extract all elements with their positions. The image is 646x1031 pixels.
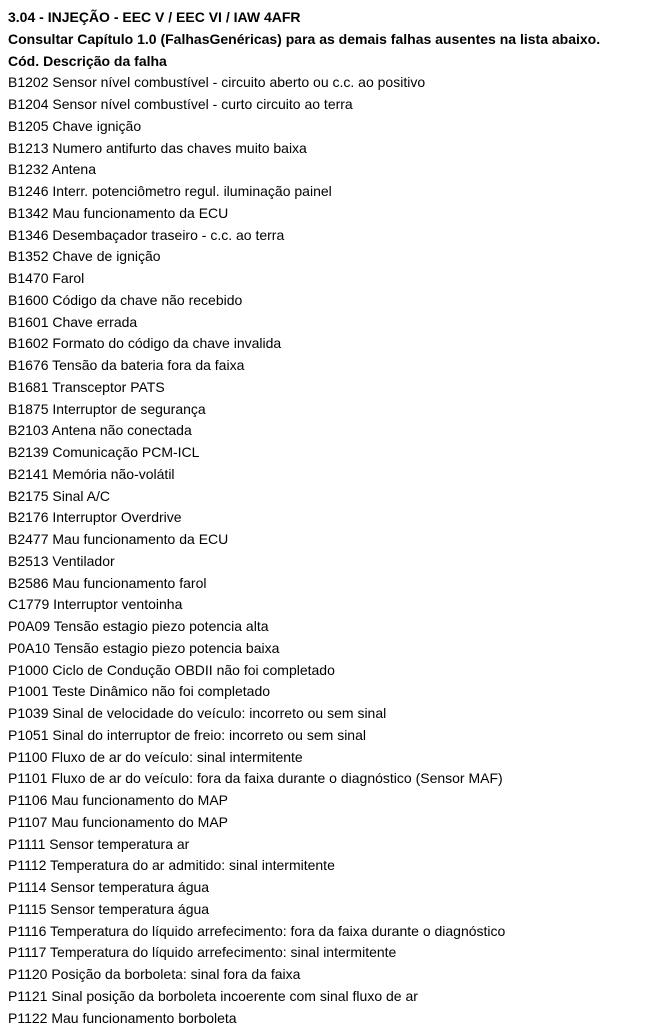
table-row — [8, 312, 640, 334]
fault-description: Sensor nível combustível - circuito aberto ou c.c. ao positivo — [52, 74, 426, 91]
fault-description: Mau funcionamento da ECU — [52, 204, 229, 221]
table-row — [8, 486, 640, 508]
fault-code: P1120 — [8, 966, 48, 982]
fault-code: P1116 — [8, 922, 47, 939]
fault-code: P1107 — [8, 813, 48, 830]
table-row — [8, 660, 640, 682]
table-row — [8, 464, 640, 486]
fault-description: Sensor temperatura água — [50, 900, 210, 917]
table-row — [8, 899, 640, 921]
fault-code: B2513 — [8, 552, 49, 569]
fault-code: B1246 — [8, 183, 49, 199]
fault-description: Sensor nível combustível - curto circuito ao terra — [52, 96, 353, 112]
fault-description: Sinal de velocidade do veículo: incorreto ou sem sinal — [52, 705, 387, 721]
fault-code: P1051 — [8, 726, 49, 743]
table-row — [8, 442, 640, 464]
fault-description: Mau funcionamento do MAP — [51, 813, 228, 830]
table-row — [8, 246, 640, 268]
fault-description: Mau funcionamento do MAP — [51, 792, 228, 808]
fault-code: B2103 — [8, 422, 49, 439]
fault-description: Código da chave não recebido — [52, 291, 243, 308]
fault-description: Chave de ignição — [52, 248, 161, 265]
fault-code: P1101 — [8, 770, 48, 787]
fault-description: Sensor temperatura ar — [49, 835, 190, 852]
table-row — [8, 921, 640, 943]
fault-code: B1676 — [8, 357, 49, 373]
fault-description: Desembaçador traseiro - c.c. ao terra — [52, 226, 285, 243]
fault-code: P1122 — [8, 1009, 48, 1026]
fault-description: Formato do código da chave invalida — [52, 335, 282, 352]
table-row — [8, 377, 640, 399]
fault-code: B1602 — [8, 335, 49, 352]
fault-code: P1106 — [8, 792, 48, 808]
table-row — [8, 551, 640, 573]
fault-description: Numero antifurto das chaves muito baixa — [52, 139, 307, 156]
fault-description: Comunicação PCM-ICL — [52, 444, 200, 460]
table-row — [8, 877, 640, 899]
fault-code: B2139 — [8, 444, 49, 460]
fault-code: P1114 — [8, 879, 47, 895]
table-row — [8, 159, 640, 181]
table-row — [8, 747, 640, 769]
fault-code: P1115 — [8, 900, 47, 917]
fault-code: B1875 — [8, 400, 49, 417]
fault-description: Interruptor ventoinha — [53, 596, 183, 613]
fault-description: Chave errada — [52, 313, 138, 330]
table-row — [8, 942, 640, 964]
fault-description: Transceptor PATS — [52, 378, 165, 395]
table-row — [8, 790, 640, 812]
table-row — [8, 225, 640, 247]
table-row — [8, 94, 640, 116]
fault-code: P1111 — [8, 835, 46, 852]
section-title: 3.04 - INJEÇÃO - EEC V / EEC VI / IAW 4AFR — [8, 9, 301, 25]
fault-description: Sinal do interruptor de freio: incorreto ou sem sinal — [52, 726, 366, 743]
table-row — [8, 203, 640, 225]
fault-description: Mau funcionamento da ECU — [52, 531, 229, 547]
fault-code: B1346 — [8, 226, 49, 243]
fault-description: Fluxo de ar do veículo: sinal intermitente — [51, 748, 303, 765]
fault-code: B1342 — [8, 204, 49, 221]
table-row — [8, 116, 640, 138]
fault-code: B2176 — [8, 509, 49, 526]
fault-code: P1100 — [8, 748, 48, 765]
fault-description: Temperatura do líquido arrefecimento: fora da faixa durante o diagnóstico — [50, 922, 506, 939]
fault-description: Antena — [51, 161, 96, 178]
fault-description: Sinal A/C — [52, 487, 110, 504]
fault-description: Ciclo de Condução OBDII não foi completado — [52, 661, 335, 678]
fault-code: B2175 — [8, 487, 49, 504]
fault-code: B1204 — [8, 96, 49, 112]
table-row — [8, 507, 640, 529]
fault-description: Posição da borboleta: sinal fora da faixa — [51, 966, 301, 982]
fault-description: Memória não-volátil — [52, 465, 175, 482]
fault-code: B1213 — [8, 139, 49, 156]
table-row — [8, 72, 640, 94]
table-row — [8, 290, 640, 312]
table-row — [8, 594, 640, 616]
table-row — [8, 768, 640, 790]
fault-code: P1039 — [8, 705, 49, 721]
fault-description: Tensão estagio piezo potencia baixa — [53, 639, 280, 656]
fault-code: B2586 — [8, 574, 49, 591]
table-row — [8, 681, 640, 703]
fault-description: Teste Dinâmico não foi completado — [52, 683, 271, 700]
table-row — [8, 138, 640, 160]
fault-code: P1112 — [8, 857, 47, 874]
fault-code: B1232 — [8, 161, 49, 178]
fault-code: P1117 — [8, 944, 47, 961]
table-row — [8, 964, 640, 986]
table-row — [8, 638, 640, 660]
fault-description: Chave ignição — [52, 117, 142, 134]
table-row — [8, 333, 640, 355]
fault-code: P1121 — [8, 987, 48, 1004]
fault-description: Farol — [52, 270, 85, 286]
fault-code: P0A10 — [8, 639, 51, 656]
table-row — [8, 616, 640, 638]
fault-description: Sensor temperatura água — [50, 879, 210, 895]
table-row — [8, 181, 640, 203]
fault-description: Mau funcionamento farol — [52, 574, 207, 591]
fault-description: Tensão estagio piezo potencia alta — [53, 618, 269, 634]
fault-code: P0A09 — [8, 618, 51, 634]
table-row — [8, 986, 640, 1008]
table-row — [8, 355, 640, 377]
fault-code: P1000 — [8, 661, 49, 678]
fault-description: Interruptor de segurança — [52, 400, 206, 417]
table-row — [8, 573, 640, 595]
fault-description: Mau funcionamento borboleta — [51, 1009, 237, 1026]
fault-description: Fluxo de ar do veículo: fora da faixa durante o diagnóstico (Sensor MAF) — [51, 770, 503, 787]
fault-code: B1352 — [8, 248, 49, 265]
table-row — [8, 855, 640, 877]
fault-code: C1779 — [8, 596, 50, 613]
fault-description: Temperatura do ar admitido: sinal intermitente — [50, 857, 335, 874]
table-header — [8, 51, 640, 73]
fault-code: B1205 — [8, 117, 49, 134]
fault-description: Interruptor Overdrive — [52, 509, 182, 526]
table-row — [8, 703, 640, 725]
table-row — [8, 812, 640, 834]
fault-code: B1601 — [8, 313, 49, 330]
table-row — [8, 1008, 640, 1030]
table-row — [8, 399, 640, 421]
fault-description: Interr. potenciômetro regul. iluminação painel — [52, 183, 332, 199]
fault-code: B1600 — [8, 291, 49, 308]
fault-code: P1001 — [8, 683, 49, 700]
fault-description: Tensão da bateria fora da faixa — [52, 357, 245, 373]
document-page — [8, 7, 640, 1029]
fault-description: Ventilador — [52, 552, 115, 569]
fault-code: B2477 — [8, 531, 49, 547]
reference-note: Consultar Capítulo 1.0 (FalhasGenéricas) para as demais falhas ausentes na lista abaixo. — [8, 30, 601, 47]
column-header-description: Descrição da falha — [43, 52, 167, 69]
fault-code-list — [8, 72, 640, 1029]
fault-description: Antena não conectada — [51, 422, 192, 439]
column-header-code: Cód. — [8, 52, 40, 69]
fault-code: B2141 — [8, 465, 49, 482]
fault-code: B1681 — [8, 378, 49, 395]
fault-code: B1470 — [8, 270, 49, 286]
table-row — [8, 268, 640, 290]
table-row — [8, 834, 640, 856]
table-row — [8, 529, 640, 551]
fault-description: Sinal posição da borboleta incoerente com sinal fluxo de ar — [51, 987, 418, 1004]
fault-description: Temperatura do líquido arrefecimento: sinal intermitente — [50, 944, 397, 961]
fault-code: B1202 — [8, 74, 49, 91]
table-row — [8, 725, 640, 747]
table-row — [8, 420, 640, 442]
